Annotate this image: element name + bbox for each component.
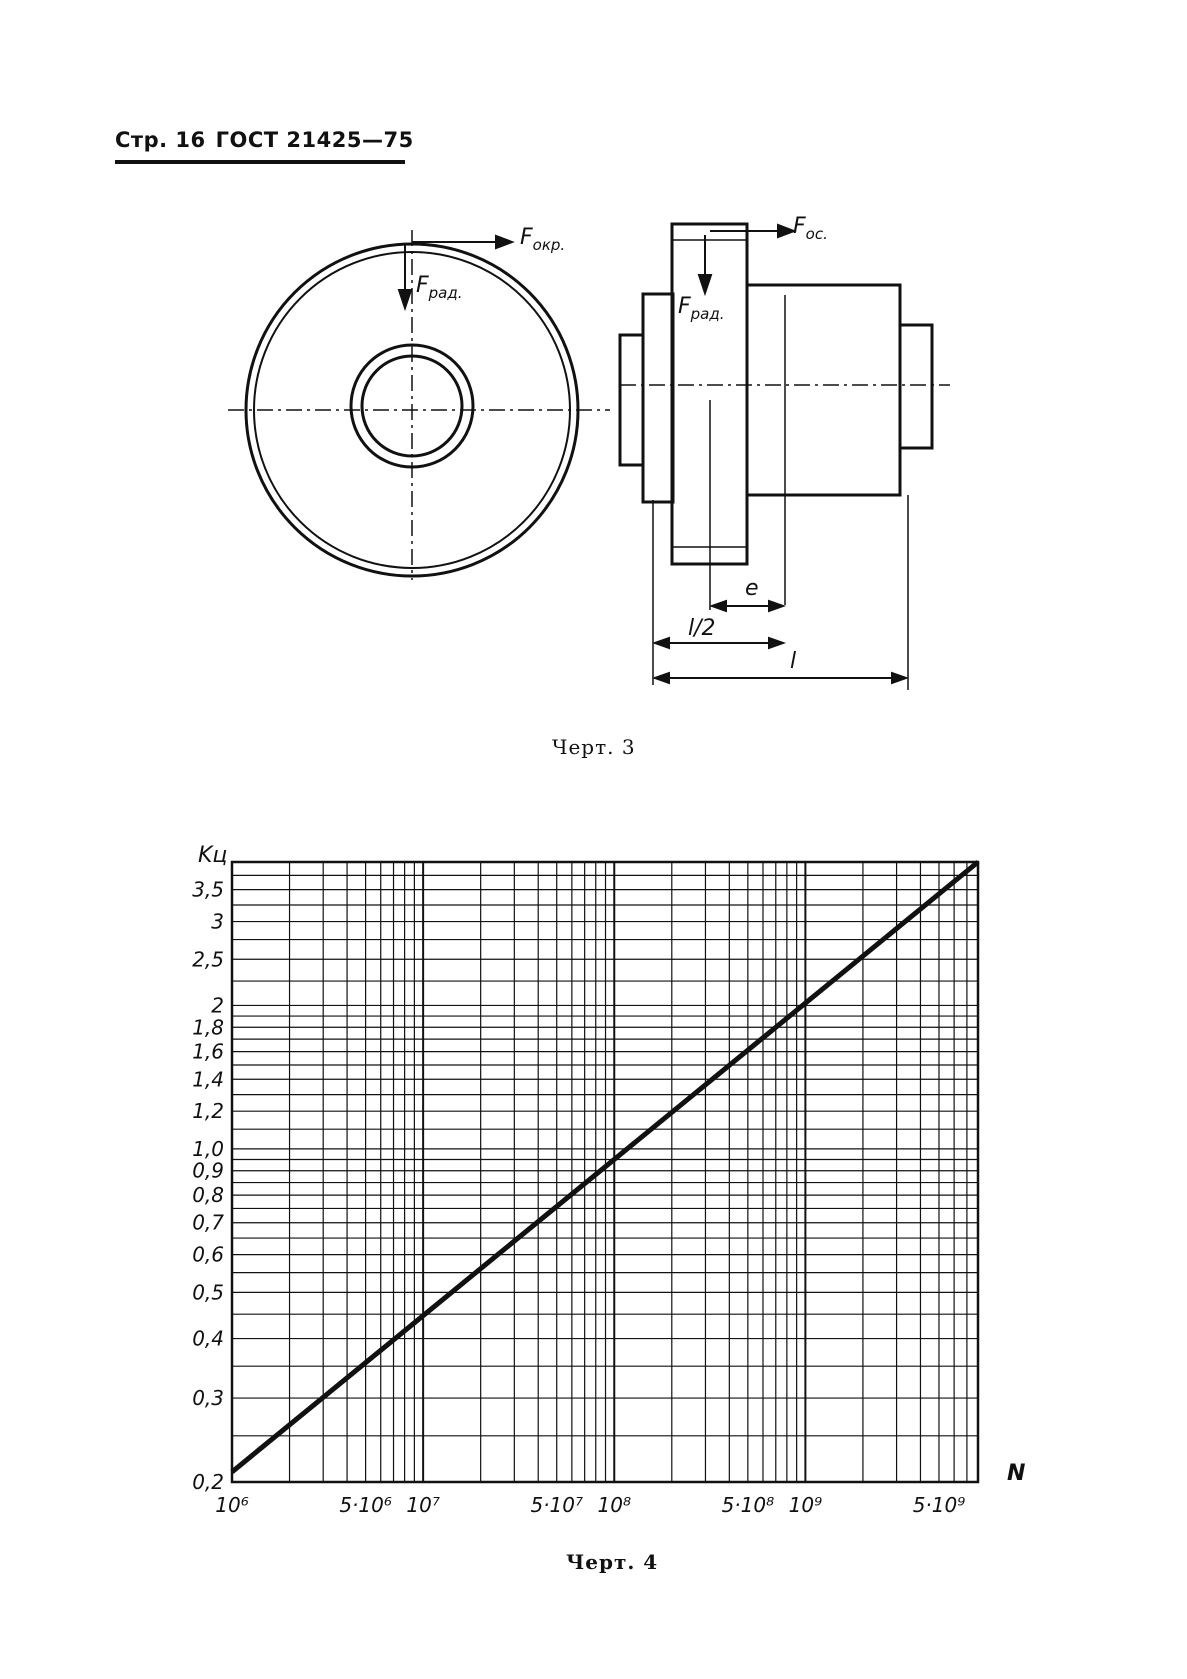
y-tick-label: 0,3 [192,1386,224,1411]
y-tick-label: 1,6 [192,1039,224,1064]
y-tick-label: 1,0 [192,1136,224,1161]
y-tick-label: 2,5 [192,947,224,972]
y-tick-label: 1,2 [192,1099,224,1124]
x-axis-label: N [1007,1461,1026,1486]
y-tick-label: 1,8 [192,1015,224,1040]
x-tick-label: 10⁷ [406,1493,440,1517]
y-tick-label: 3,5 [192,877,224,902]
y-tick-label: 1,4 [192,1067,224,1092]
dim-l-label: l [790,649,797,674]
f-rad-right-label: $F_{рад.}$ [678,294,725,323]
y-tick-label: 0,2 [192,1470,224,1494]
y-tick-label: 0,7 [192,1210,224,1235]
x-tick-label: 5·10⁹ [912,1493,966,1517]
standard-number: ГОСТ 21425—75 [215,128,414,152]
f-os-label: $F_{ос.}$ [793,214,828,243]
x-tick-label: 5·10⁷ [530,1493,584,1517]
x-tick-label: 10⁹ [788,1493,823,1517]
y-tick-label: 3 [211,909,224,934]
figure-3-caption: Черт. 3 [552,735,636,759]
y-tick-label: 0,8 [192,1183,224,1208]
x-tick-label: 5·10⁸ [721,1493,775,1517]
y-tick-label: 0,6 [192,1242,224,1267]
f-rad-left-label: $F_{рад.}$ [416,273,463,302]
y-tick-label: 2 [211,993,224,1018]
x-tick-labels [215,1493,965,1517]
x-tick-label: 10⁸ [597,1493,631,1517]
y-tick-labels [192,878,224,1494]
f-okr-label: $F_{окр.}$ [520,225,566,254]
dim-l-half-label: l/2 [688,616,716,641]
page-number: Стр. 16 [115,128,206,152]
figure-4-caption: Черт. 4 [566,1550,659,1574]
dim-e-label: e [745,576,759,601]
y-tick-label: 0,9 [192,1158,224,1183]
y-tick-label: 0,5 [192,1280,224,1305]
x-tick-label: 5·10⁶ [339,1493,392,1517]
y-axis-label: Kц [198,843,228,868]
y-tick-label: 0,4 [192,1326,224,1351]
x-tick-label: 10⁶ [215,1493,249,1517]
